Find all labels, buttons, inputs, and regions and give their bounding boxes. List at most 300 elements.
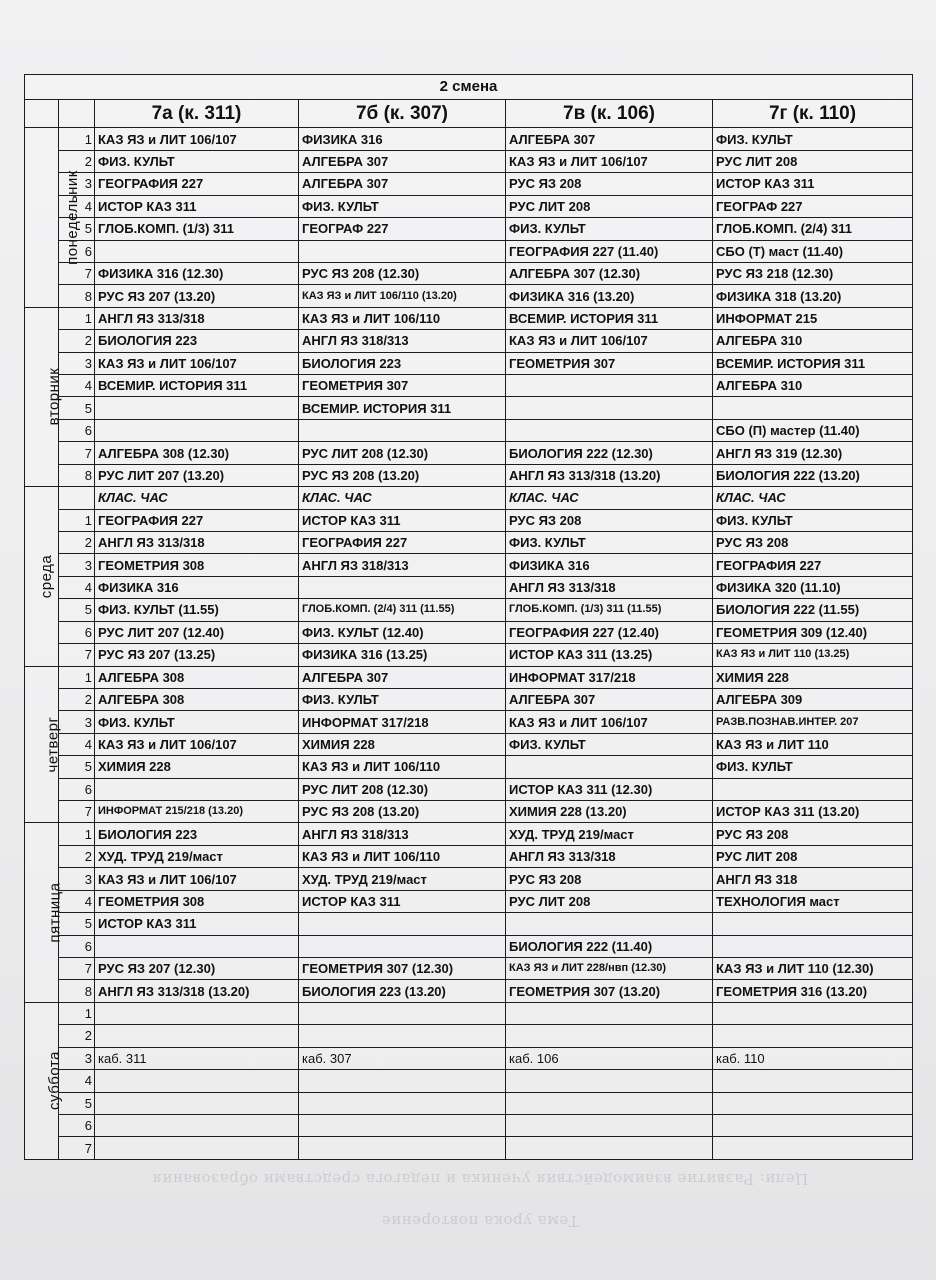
lesson-number: 7 bbox=[59, 644, 95, 666]
lesson-row bbox=[25, 666, 913, 688]
lesson-row bbox=[25, 375, 913, 397]
lesson-cell: АНГЛ ЯЗ 318/313 bbox=[299, 554, 506, 576]
lesson-number: 1 bbox=[59, 1002, 95, 1024]
lesson-cell bbox=[506, 1070, 713, 1092]
lesson-row bbox=[25, 756, 913, 778]
lesson-number: 1 bbox=[59, 128, 95, 150]
lesson-cell: каб. 106 bbox=[506, 1047, 713, 1069]
lesson-cell: РУС ЯЗ 208 bbox=[713, 823, 913, 845]
lesson-cell: РУС ЛИТ 208 bbox=[506, 195, 713, 217]
lesson-row bbox=[25, 958, 913, 980]
lesson-cell: ИНФОРМАТ 215 bbox=[713, 307, 913, 329]
lesson-row bbox=[25, 980, 913, 1002]
day-label: среда bbox=[38, 554, 56, 599]
lesson-number: 8 bbox=[59, 285, 95, 307]
lesson-cell bbox=[299, 935, 506, 957]
lesson-row bbox=[25, 1114, 913, 1136]
lesson-cell: КАЗ ЯЗ и ЛИТ 106/110 bbox=[299, 307, 506, 329]
lesson-number: 2 bbox=[59, 1025, 95, 1047]
lesson-cell bbox=[506, 419, 713, 441]
lesson-cell: РУС ЯЗ 218 (12.30) bbox=[713, 262, 913, 284]
lesson-number: 6 bbox=[59, 1114, 95, 1136]
lesson-cell: РУС ЛИТ 208 bbox=[713, 150, 913, 172]
lesson-cell: ГЕОМЕТРИЯ 307 bbox=[506, 352, 713, 374]
lesson-cell: РУС ЛИТ 208 bbox=[713, 845, 913, 867]
lesson-number: 5 bbox=[59, 756, 95, 778]
lesson-cell: ХИМИЯ 228 bbox=[95, 756, 299, 778]
lesson-number: 2 bbox=[59, 150, 95, 172]
class-header: 7г (к. 110) bbox=[713, 99, 913, 128]
lesson-number: 5 bbox=[59, 913, 95, 935]
lesson-row bbox=[25, 218, 913, 240]
lesson-cell: ФИЗИКА 316 (13.25) bbox=[299, 644, 506, 666]
lesson-cell: каб. 110 bbox=[713, 1047, 913, 1069]
lesson-cell: ХИМИЯ 228 bbox=[713, 666, 913, 688]
lesson-cell: КАЗ ЯЗ и ЛИТ 228/нвп (12.30) bbox=[506, 958, 713, 980]
lesson-row bbox=[25, 868, 913, 890]
lesson-cell bbox=[299, 240, 506, 262]
lesson-cell bbox=[95, 1137, 299, 1160]
lesson-cell: ИСТОР КАЗ 311 bbox=[95, 195, 299, 217]
day-label: суббота bbox=[45, 1051, 63, 1111]
lesson-cell bbox=[713, 935, 913, 957]
lesson-cell: БИОЛОГИЯ 223 bbox=[95, 823, 299, 845]
lesson-row bbox=[25, 262, 913, 284]
lesson-cell: ВСЕМИР. ИСТОРИЯ 311 bbox=[299, 397, 506, 419]
lesson-cell: КАЗ ЯЗ и ЛИТ 106/107 bbox=[506, 150, 713, 172]
lesson-number: 6 bbox=[59, 419, 95, 441]
lesson-cell: ФИЗИКА 316 bbox=[95, 576, 299, 598]
lesson-cell bbox=[95, 1002, 299, 1024]
lesson-cell bbox=[713, 778, 913, 800]
lesson-cell: ХИМИЯ 228 (13.20) bbox=[506, 801, 713, 823]
lesson-row bbox=[25, 531, 913, 553]
lesson-row bbox=[25, 352, 913, 374]
lesson-cell: ФИЗ. КУЛЬТ (11.55) bbox=[95, 599, 299, 621]
lesson-cell bbox=[299, 576, 506, 598]
lesson-number: 3 bbox=[59, 554, 95, 576]
lesson-cell: АНГЛ ЯЗ 318 bbox=[713, 868, 913, 890]
lesson-number: 2 bbox=[59, 531, 95, 553]
lesson-cell: КАЗ ЯЗ и ЛИТ 106/110 (13.20) bbox=[299, 285, 506, 307]
lesson-number: 2 bbox=[59, 845, 95, 867]
lesson-row bbox=[25, 913, 913, 935]
lesson-number: 4 bbox=[59, 576, 95, 598]
lesson-row bbox=[25, 621, 913, 643]
lesson-cell: ГЛОБ.КОМП. (2/4) 311 bbox=[713, 218, 913, 240]
lesson-number: 4 bbox=[59, 375, 95, 397]
day-label-cell bbox=[25, 307, 63, 486]
lesson-number: 7 bbox=[59, 958, 95, 980]
lesson-number: 3 bbox=[59, 352, 95, 374]
lesson-number: 1 bbox=[59, 509, 95, 531]
lesson-cell bbox=[299, 1092, 506, 1114]
lesson-cell: КЛАС. ЧАС bbox=[299, 487, 506, 509]
lesson-cell: КАЗ ЯЗ и ЛИТ 106/107 bbox=[506, 711, 713, 733]
lesson-number: 1 bbox=[59, 307, 95, 329]
lesson-cell: ГЕОГРАФ 227 bbox=[299, 218, 506, 240]
lesson-cell bbox=[713, 1137, 913, 1160]
lesson-cell: АНГЛ ЯЗ 313/318 bbox=[95, 531, 299, 553]
lesson-cell: ФИЗ. КУЛЬТ bbox=[299, 195, 506, 217]
lesson-cell: АЛГЕБРА 308 bbox=[95, 688, 299, 710]
lesson-cell: АНГЛ ЯЗ 313/318 (13.20) bbox=[95, 980, 299, 1002]
day-label: пятница bbox=[46, 882, 64, 943]
lesson-cell: РУС ЛИТ 208 (12.30) bbox=[299, 778, 506, 800]
lesson-cell bbox=[95, 778, 299, 800]
lesson-cell: БИОЛОГИЯ 223 (13.20) bbox=[299, 980, 506, 1002]
lesson-cell: ФИЗИКА 318 (13.20) bbox=[713, 285, 913, 307]
lesson-number: 7 bbox=[59, 1137, 95, 1160]
day-label-cell bbox=[25, 128, 81, 307]
lesson-cell: ФИЗ. КУЛЬТ bbox=[713, 509, 913, 531]
lesson-cell: РУС ЛИТ 208 bbox=[506, 890, 713, 912]
lesson-cell: РУС ЯЗ 208 bbox=[713, 531, 913, 553]
lesson-row bbox=[25, 576, 913, 598]
lesson-number: 5 bbox=[59, 599, 95, 621]
lesson-cell: КАЗ ЯЗ и ЛИТ 106/107 bbox=[95, 868, 299, 890]
header-num-spacer bbox=[59, 99, 95, 128]
lesson-cell: ВСЕМИР. ИСТОРИЯ 311 bbox=[506, 307, 713, 329]
lesson-number: 6 bbox=[59, 240, 95, 262]
lesson-cell: РУС ЛИТ 207 (13.20) bbox=[95, 464, 299, 486]
lesson-cell: АЛГЕБРА 307 bbox=[299, 666, 506, 688]
lesson-cell: ТЕХНОЛОГИЯ маст bbox=[713, 890, 913, 912]
lesson-cell: ГЕОГРАФИЯ 227 (11.40) bbox=[506, 240, 713, 262]
lesson-cell bbox=[713, 397, 913, 419]
lesson-cell: АЛГЕБРА 307 bbox=[506, 128, 713, 150]
lesson-number: 8 bbox=[59, 980, 95, 1002]
lesson-cell: БИОЛОГИЯ 223 bbox=[299, 352, 506, 374]
lesson-cell bbox=[506, 756, 713, 778]
lesson-cell: АЛГЕБРА 308 bbox=[95, 666, 299, 688]
lesson-cell: КАЗ ЯЗ и ЛИТ 106/107 bbox=[95, 733, 299, 755]
lesson-cell bbox=[713, 1092, 913, 1114]
lesson-number: 1 bbox=[59, 666, 95, 688]
bleed-through-text: Тема урока повторение bbox=[381, 1212, 579, 1230]
lesson-number: 6 bbox=[59, 621, 95, 643]
lesson-cell: ГЕОГРАФИЯ 227 bbox=[95, 509, 299, 531]
lesson-number: 6 bbox=[59, 935, 95, 957]
lesson-cell: ГЛОБ.КОМП. (1/3) 311 bbox=[95, 218, 299, 240]
lesson-cell: ГЕОМЕТРИЯ 308 bbox=[95, 890, 299, 912]
lesson-cell: ГЛОБ.КОМП. (1/3) 311 (11.55) bbox=[506, 599, 713, 621]
lesson-cell: КЛАС. ЧАС bbox=[713, 487, 913, 509]
lesson-cell: ГЕОМЕТРИЯ 309 (12.40) bbox=[713, 621, 913, 643]
lesson-cell bbox=[506, 375, 713, 397]
lesson-cell bbox=[506, 1025, 713, 1047]
lesson-cell: АЛГЕБРА 307 bbox=[299, 173, 506, 195]
lesson-cell bbox=[95, 240, 299, 262]
lesson-cell bbox=[299, 419, 506, 441]
lesson-row bbox=[25, 173, 913, 195]
lesson-cell: ИСТОР КАЗ 311 (13.20) bbox=[713, 801, 913, 823]
lesson-number: 8 bbox=[59, 464, 95, 486]
day-label-cell bbox=[25, 487, 59, 666]
lesson-cell bbox=[506, 1092, 713, 1114]
lesson-cell: каб. 307 bbox=[299, 1047, 506, 1069]
lesson-number: 7 bbox=[59, 442, 95, 464]
lesson-cell: ВСЕМИР. ИСТОРИЯ 311 bbox=[95, 375, 299, 397]
lesson-cell: ФИЗ. КУЛЬТ bbox=[95, 150, 299, 172]
lesson-cell: КАЗ ЯЗ и ЛИТ 106/107 bbox=[95, 352, 299, 374]
lesson-cell: АНГЛ ЯЗ 318/313 bbox=[299, 823, 506, 845]
day-label: понедельник bbox=[63, 170, 81, 265]
lesson-row bbox=[25, 711, 913, 733]
lesson-number: 2 bbox=[59, 330, 95, 352]
lesson-cell: каб. 311 bbox=[95, 1047, 299, 1069]
lesson-cell: БИОЛОГИЯ 223 bbox=[95, 330, 299, 352]
lesson-row bbox=[25, 1002, 913, 1024]
lesson-cell: РУС ЯЗ 208 bbox=[506, 868, 713, 890]
lesson-number: 4 bbox=[59, 890, 95, 912]
lesson-cell: РАЗВ.ПОЗНАВ.ИНТЕР. 207 bbox=[713, 711, 913, 733]
lesson-cell: РУС ЯЗ 207 (13.20) bbox=[95, 285, 299, 307]
lesson-cell: ФИЗ. КУЛЬТ bbox=[506, 531, 713, 553]
lesson-cell: ХИМИЯ 228 bbox=[299, 733, 506, 755]
lesson-number: 3 bbox=[59, 711, 95, 733]
lesson-cell: ХУД. ТРУД 219/маст bbox=[299, 868, 506, 890]
lesson-row bbox=[25, 330, 913, 352]
lesson-cell: ИСТОР КАЗ 311 (13.25) bbox=[506, 644, 713, 666]
lesson-cell: АЛГЕБРА 310 bbox=[713, 375, 913, 397]
lesson-cell: ГЕОГРАФИЯ 227 bbox=[713, 554, 913, 576]
lesson-cell: РУС ЯЗ 207 (13.25) bbox=[95, 644, 299, 666]
lesson-cell: КАЗ ЯЗ и ЛИТ 106/107 bbox=[506, 330, 713, 352]
lesson-cell: ФИЗИКА 316 bbox=[299, 128, 506, 150]
bleed-through-text: Цели: Развитие взаимодействия ученика и педагога средствами образования bbox=[151, 1170, 809, 1188]
header-day-spacer bbox=[25, 99, 59, 128]
day-label-cell bbox=[25, 1002, 63, 1159]
lesson-row bbox=[25, 935, 913, 957]
lesson-cell: ИНФОРМАТ 317/218 bbox=[506, 666, 713, 688]
lesson-cell: КАЗ ЯЗ и ЛИТ 110 (13.25) bbox=[713, 644, 913, 666]
lesson-row bbox=[25, 150, 913, 172]
lesson-number: 3 bbox=[59, 173, 95, 195]
class-header: 7в (к. 106) bbox=[506, 99, 713, 128]
lesson-cell: АНГЛ ЯЗ 313/318 bbox=[95, 307, 299, 329]
lesson-cell: СБО (Т) маст (11.40) bbox=[713, 240, 913, 262]
lesson-number bbox=[59, 487, 95, 509]
lesson-cell bbox=[506, 397, 713, 419]
lesson-cell: ГЕОМЕТРИЯ 316 (13.20) bbox=[713, 980, 913, 1002]
lesson-cell: КАЗ ЯЗ и ЛИТ 110 bbox=[713, 733, 913, 755]
lesson-row bbox=[25, 801, 913, 823]
lesson-cell: ФИЗ. КУЛЬТ bbox=[713, 756, 913, 778]
lesson-number: 3 bbox=[59, 868, 95, 890]
shift-row bbox=[25, 75, 913, 100]
lesson-cell: БИОЛОГИЯ 222 (11.40) bbox=[506, 935, 713, 957]
lesson-cell: РУС ЯЗ 208 (12.30) bbox=[299, 262, 506, 284]
lesson-cell: РУС ЯЗ 208 bbox=[506, 173, 713, 195]
lesson-cell: АНГЛ ЯЗ 313/318 bbox=[506, 576, 713, 598]
lesson-row bbox=[25, 442, 913, 464]
lesson-number: 4 bbox=[59, 733, 95, 755]
lesson-cell: АЛГЕБРА 307 (12.30) bbox=[506, 262, 713, 284]
lesson-cell: ФИЗ. КУЛЬТ (12.40) bbox=[299, 621, 506, 643]
lesson-number: 4 bbox=[59, 1070, 95, 1092]
class-header-row bbox=[25, 99, 913, 128]
lesson-cell: ГЕОГРАФИЯ 227 bbox=[95, 173, 299, 195]
lesson-cell bbox=[713, 1002, 913, 1024]
class-header: 7а (к. 311) bbox=[95, 99, 299, 128]
lesson-row bbox=[25, 1025, 913, 1047]
lesson-cell bbox=[95, 1025, 299, 1047]
lesson-cell: ИСТОР КАЗ 311 bbox=[299, 509, 506, 531]
lesson-cell: АНГЛ ЯЗ 313/318 (13.20) bbox=[506, 464, 713, 486]
lesson-cell bbox=[713, 1070, 913, 1092]
day-label: четверг bbox=[44, 716, 62, 773]
lesson-number: 5 bbox=[59, 218, 95, 240]
lesson-cell: РУС ЯЗ 207 (12.30) bbox=[95, 958, 299, 980]
lesson-number: 7 bbox=[59, 262, 95, 284]
lesson-number: 5 bbox=[59, 397, 95, 419]
lesson-row bbox=[25, 509, 913, 531]
lesson-row bbox=[25, 644, 913, 666]
lesson-cell bbox=[506, 913, 713, 935]
lesson-cell: ГЛОБ.КОМП. (2/4) 311 (11.55) bbox=[299, 599, 506, 621]
lesson-cell bbox=[95, 935, 299, 957]
lesson-cell bbox=[506, 1137, 713, 1160]
lesson-cell bbox=[713, 1114, 913, 1136]
lesson-cell: ФИЗ. КУЛЬТ bbox=[713, 128, 913, 150]
lesson-cell: ФИЗ. КУЛЬТ bbox=[299, 688, 506, 710]
lesson-cell: ИСТОР КАЗ 311 bbox=[299, 890, 506, 912]
lesson-cell bbox=[299, 1137, 506, 1160]
lesson-cell: ФИЗИКА 316 (13.20) bbox=[506, 285, 713, 307]
lesson-cell bbox=[506, 1002, 713, 1024]
lesson-cell: ГЕОМЕТРИЯ 307 (12.30) bbox=[299, 958, 506, 980]
lesson-cell: КЛАС. ЧАС bbox=[95, 487, 299, 509]
lesson-cell: ИСТОР КАЗ 311 (12.30) bbox=[506, 778, 713, 800]
lesson-cell: АЛГЕБРА 308 (12.30) bbox=[95, 442, 299, 464]
lesson-cell bbox=[299, 1002, 506, 1024]
lesson-cell: ГЕОМЕТРИЯ 308 bbox=[95, 554, 299, 576]
lesson-row bbox=[25, 688, 913, 710]
lesson-cell: КАЗ ЯЗ и ЛИТ 106/110 bbox=[299, 845, 506, 867]
lesson-row bbox=[25, 1070, 913, 1092]
lesson-number: 2 bbox=[59, 688, 95, 710]
lesson-row bbox=[25, 599, 913, 621]
lesson-cell bbox=[95, 1092, 299, 1114]
lesson-row bbox=[25, 307, 913, 329]
lesson-cell: АЛГЕБРА 307 bbox=[299, 150, 506, 172]
lesson-cell: ГЕОГРАФ 227 bbox=[713, 195, 913, 217]
lesson-cell: ИНФОРМАТ 215/218 (13.20) bbox=[95, 801, 299, 823]
lesson-cell: РУС ЯЗ 208 bbox=[506, 509, 713, 531]
lesson-cell: ГЕОГРАФИЯ 227 bbox=[299, 531, 506, 553]
lesson-cell: КАЗ ЯЗ и ЛИТ 106/107 bbox=[95, 128, 299, 150]
lesson-cell: БИОЛОГИЯ 222 (11.55) bbox=[713, 599, 913, 621]
day-label: вторник bbox=[45, 368, 63, 426]
lesson-row bbox=[25, 240, 913, 262]
lesson-cell: РУС ЯЗ 208 (13.20) bbox=[299, 801, 506, 823]
lesson-cell bbox=[299, 1070, 506, 1092]
lesson-cell: ФИЗИКА 316 (12.30) bbox=[95, 262, 299, 284]
lesson-cell: СБО (П) мастер (11.40) bbox=[713, 419, 913, 441]
lesson-row bbox=[25, 554, 913, 576]
shift-title: 2 смена bbox=[25, 75, 913, 100]
lesson-row bbox=[25, 890, 913, 912]
lesson-cell bbox=[95, 1070, 299, 1092]
schedule-table bbox=[24, 74, 913, 1160]
lesson-row bbox=[25, 397, 913, 419]
lesson-cell: ГЕОМЕТРИЯ 307 (13.20) bbox=[506, 980, 713, 1002]
lesson-cell: АЛГЕБРА 310 bbox=[713, 330, 913, 352]
lesson-cell: РУС ЛИТ 208 (12.30) bbox=[299, 442, 506, 464]
lesson-cell: ФИЗ. КУЛЬТ bbox=[95, 711, 299, 733]
lesson-row bbox=[25, 487, 913, 509]
lesson-number: 1 bbox=[59, 823, 95, 845]
lesson-cell bbox=[506, 1114, 713, 1136]
lesson-cell bbox=[299, 1114, 506, 1136]
lesson-number: 7 bbox=[59, 801, 95, 823]
lesson-number: 3 bbox=[59, 1047, 95, 1069]
lesson-cell bbox=[299, 913, 506, 935]
lesson-number: 5 bbox=[59, 1092, 95, 1114]
lesson-cell: ГЕОГРАФИЯ 227 (12.40) bbox=[506, 621, 713, 643]
lesson-cell: АНГЛ ЯЗ 319 (12.30) bbox=[713, 442, 913, 464]
lesson-cell: ФИЗ. КУЛЬТ bbox=[506, 218, 713, 240]
lesson-cell: ИСТОР КАЗ 311 bbox=[713, 173, 913, 195]
lesson-row bbox=[25, 128, 913, 150]
lesson-cell bbox=[95, 397, 299, 419]
lesson-cell: ФИЗ. КУЛЬТ bbox=[506, 733, 713, 755]
lesson-cell: ФИЗИКА 320 (11.10) bbox=[713, 576, 913, 598]
lesson-row bbox=[25, 1047, 913, 1069]
day-label-cell bbox=[25, 823, 64, 1002]
lesson-cell: ИСТОР КАЗ 311 bbox=[95, 913, 299, 935]
lesson-cell bbox=[95, 1114, 299, 1136]
lesson-row bbox=[25, 1137, 913, 1160]
lesson-cell bbox=[713, 913, 913, 935]
day-label-cell bbox=[25, 666, 62, 823]
lesson-number: 6 bbox=[59, 778, 95, 800]
lesson-cell bbox=[95, 419, 299, 441]
lesson-row bbox=[25, 464, 913, 486]
lesson-cell: ИНФОРМАТ 317/218 bbox=[299, 711, 506, 733]
lesson-number: 4 bbox=[59, 195, 95, 217]
lesson-cell: КАЗ ЯЗ и ЛИТ 110 (12.30) bbox=[713, 958, 913, 980]
lesson-cell: ФИЗИКА 316 bbox=[506, 554, 713, 576]
lesson-cell: РУС ЛИТ 207 (12.40) bbox=[95, 621, 299, 643]
lesson-cell: БИОЛОГИЯ 222 (13.20) bbox=[713, 464, 913, 486]
lesson-cell: ВСЕМИР. ИСТОРИЯ 311 bbox=[713, 352, 913, 374]
lesson-row bbox=[25, 778, 913, 800]
lesson-cell: КАЗ ЯЗ и ЛИТ 106/110 bbox=[299, 756, 506, 778]
lesson-cell: РУС ЯЗ 208 (13.20) bbox=[299, 464, 506, 486]
lesson-row bbox=[25, 845, 913, 867]
lesson-row bbox=[25, 195, 913, 217]
lesson-row bbox=[25, 1092, 913, 1114]
lesson-cell bbox=[299, 1025, 506, 1047]
lesson-row bbox=[25, 733, 913, 755]
lesson-cell: АЛГЕБРА 307 bbox=[506, 688, 713, 710]
lesson-cell: АНГЛ ЯЗ 318/313 bbox=[299, 330, 506, 352]
class-header: 7б (к. 307) bbox=[299, 99, 506, 128]
lesson-cell: АЛГЕБРА 309 bbox=[713, 688, 913, 710]
lesson-row bbox=[25, 419, 913, 441]
lesson-cell bbox=[713, 1025, 913, 1047]
lesson-cell: АНГЛ ЯЗ 313/318 bbox=[506, 845, 713, 867]
lesson-cell: ХУД. ТРУД 219/маст bbox=[506, 823, 713, 845]
lesson-row bbox=[25, 285, 913, 307]
lesson-cell: ХУД. ТРУД 219/маст bbox=[95, 845, 299, 867]
lesson-row bbox=[25, 823, 913, 845]
lesson-cell: ГЕОМЕТРИЯ 307 bbox=[299, 375, 506, 397]
lesson-cell: КЛАС. ЧАС bbox=[506, 487, 713, 509]
lesson-cell: БИОЛОГИЯ 222 (12.30) bbox=[506, 442, 713, 464]
